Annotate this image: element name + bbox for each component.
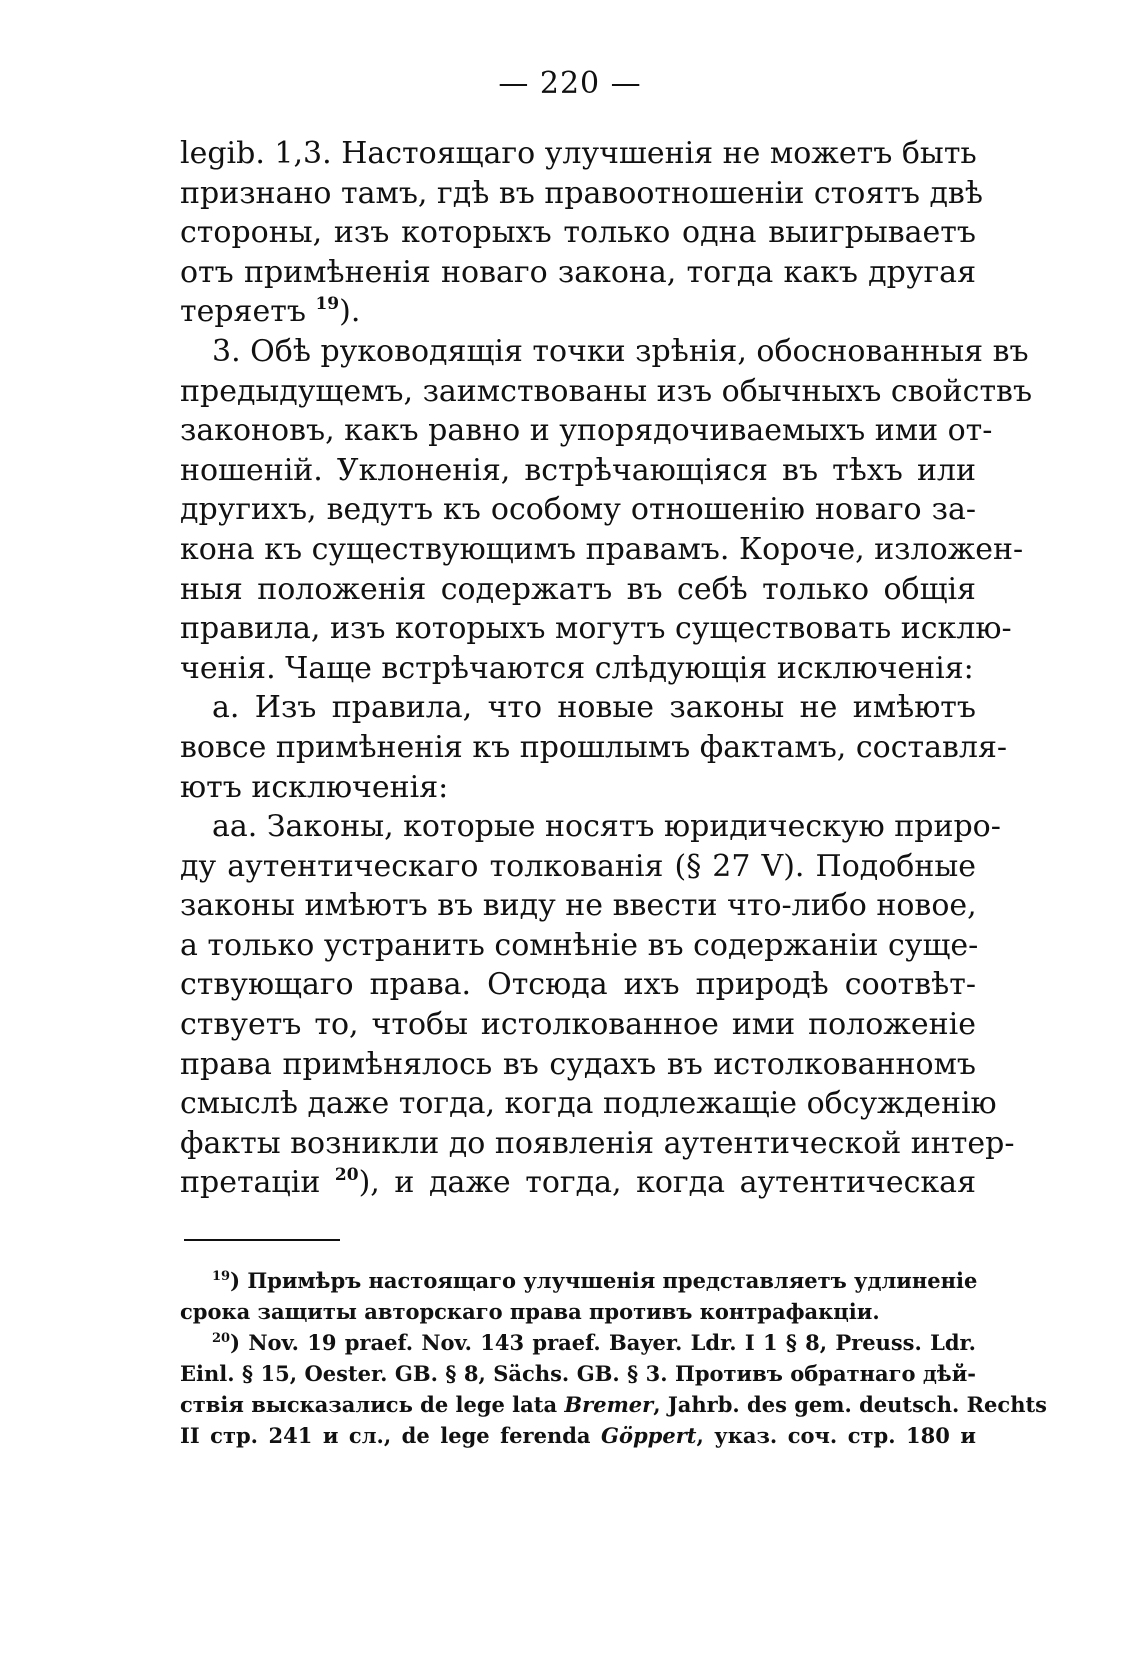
footnote-text: , указ. соч. стр. 180 и — [696, 1423, 976, 1448]
footnote-text: II стр. 241 и сл., de lege ferenda — [180, 1423, 602, 1448]
text-line — [180, 292, 976, 332]
author-name: Göppert — [601, 1423, 697, 1448]
footnote-mark-19: 19 — [212, 1269, 231, 1284]
text-line: ютъ исключенія: — [180, 769, 449, 805]
footnotes — [180, 1265, 1047, 1451]
text-line: ченія. Чаще встрѣчаются слѣдующія исключенія: — [180, 650, 974, 686]
footnote-text: ) Nov. 19 praef. Nov. 143 praef. Bayer. Ldr. I 1 § 8, Preuss. Ldr. — [230, 1330, 976, 1355]
text-line: предыдущемъ, заимствованы изъ обычныхъ свойствъ — [180, 373, 1033, 409]
text-line: а. Изъ правила, что новые законы не имѣютъ — [212, 690, 976, 726]
body-text — [180, 134, 1033, 1203]
text-line: отъ примѣненія новаго закона, тогда какъ другая — [180, 254, 976, 290]
text-line: факты возникли до появленія аутентической интер- — [180, 1125, 1015, 1161]
text-line: стороны, изъ которыхъ только одна выигрываетъ — [180, 215, 976, 251]
footnote-line — [180, 1389, 1047, 1420]
text-line: ствуетъ то, чтобы истолкованное ими положеніе — [180, 1007, 976, 1043]
text-line: правила, изъ которыхъ могутъ существовать исклю- — [180, 611, 1012, 647]
footnote-line — [180, 1420, 976, 1451]
page-number: — 220 — — [498, 66, 642, 101]
footnote-mark-20: 20 — [212, 1331, 231, 1346]
text-line: законы имѣютъ въ виду не ввести что-либо новое, — [180, 888, 977, 924]
footnote-text: ствія высказались de lege lata — [180, 1392, 565, 1417]
text-segment: ). — [339, 294, 361, 330]
footnote-text: срока защиты авторскаго права противъ контрафакціи. — [180, 1299, 880, 1324]
text-line: legib. 1,3. Настоящаго улучшенія не можетъ быть — [180, 136, 977, 171]
text-line: законовъ, какъ равно и упорядочиваемыхъ ими от- — [180, 413, 993, 449]
text-line: права примѣнялось въ судахъ въ истолкованномъ — [180, 1046, 976, 1082]
text-line: 3. Обѣ руководящія точки зрѣнія, обоснованныя въ — [212, 333, 1029, 369]
footnote-text: Einl. § 15, Oester. GB. § 8, Sächs. GB. § 3. Противъ обратнаго дѣй- — [180, 1361, 976, 1386]
footnote-text: ) Примѣръ настоящаго улучшенія представляетъ удлиненіе — [230, 1268, 978, 1293]
footnote-19 — [180, 1265, 976, 1296]
footnote-ref-20: 20 — [334, 1165, 359, 1186]
footnote-ref-19: 19 — [315, 294, 340, 315]
text-segment: теряетъ — [180, 294, 316, 330]
footnote-divider — [184, 1239, 340, 1241]
text-line: ствующаго права. Отсюда ихъ природѣ соотвѣт- — [180, 967, 976, 1003]
text-segment: ), и даже тогда, когда аутентическая — [358, 1165, 976, 1201]
text-segment: претаціи — [180, 1165, 335, 1201]
footnote-text: , Jahrb. des gem. deutsch. Rechts — [653, 1392, 1047, 1417]
text-line: кона къ существующимъ правамъ. Короче, изложен- — [180, 531, 1024, 567]
text-line: аа. Законы, которые носятъ юридическую приро- — [212, 809, 1001, 845]
text-line: другихъ, ведутъ къ особому отношенію новаго за- — [180, 492, 976, 528]
text-line: признано тамъ, гдѣ въ правоотношеніи стоятъ двѣ — [180, 175, 983, 211]
text-line — [180, 1163, 976, 1203]
text-line: вовсе примѣненія къ прошлымъ фактамъ, составля- — [180, 729, 1008, 765]
text-line: а только устранить сомнѣніе въ содержаніи суще- — [180, 927, 979, 963]
text-line: ныя положенія содержатъ въ себѣ только общія — [180, 571, 976, 607]
text-line: ду аутентическаго толкованія (§ 27 V). Подобные — [180, 848, 976, 884]
text-line: ношеній. Уклоненія, встрѣчающіяся въ тѣхъ или — [180, 452, 976, 488]
author-name: Bremer — [564, 1392, 654, 1417]
text-line: смыслѣ даже тогда, когда подлежащіе обсужденію — [180, 1086, 997, 1122]
footnote-20 — [180, 1327, 976, 1358]
